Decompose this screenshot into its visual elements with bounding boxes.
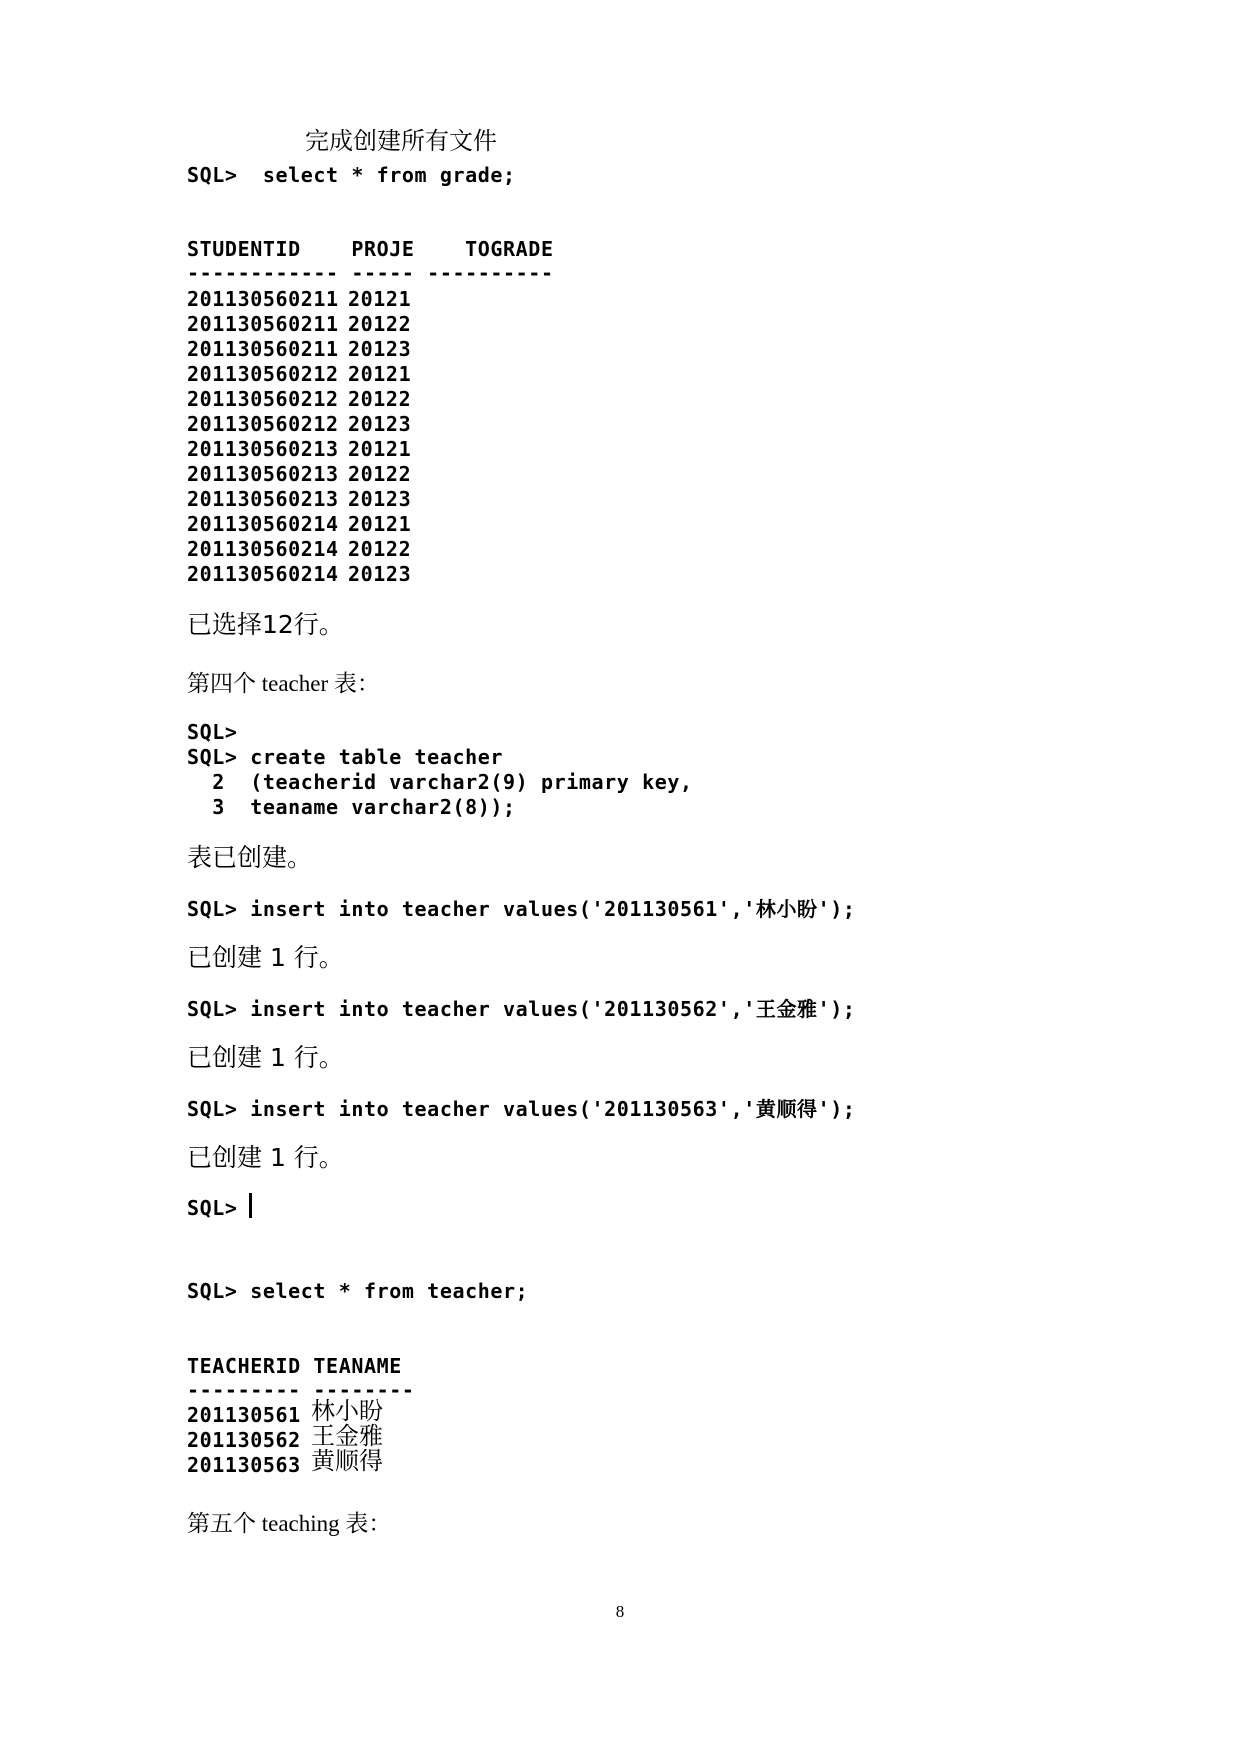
proje-cell: 20121 [348,287,412,311]
select-grade-command: SQL> select * from grade; [187,163,516,187]
studentid-cell: 201130560212 [187,412,339,436]
proje-cell: 20123 [348,412,412,436]
proje-cell: 20121 [348,512,412,536]
section-heading-teaching: 第五个 teaching 表： [187,1511,392,1536]
table-created-message: 表已创建。 [187,843,313,872]
grade-table-header: STUDENTID PROJE TOGRADE [187,237,554,261]
studentid-cell: 201130560214 [187,562,339,586]
create-table-command: SQL> create table teacher [187,745,504,769]
proje-cell: 20122 [348,312,412,336]
insert-result-1: 已创建 1 行。 [187,943,344,972]
insert-command-3: SQL> insert into teacher values('201130563','黄顺得'); [187,1097,856,1121]
insert-result-3: 已创建 1 行。 [187,1143,344,1172]
studentid-cell: 201130560213 [187,487,339,511]
teacher-table-header: TEACHERID TEANAME [187,1354,402,1378]
create-table-line-2: 2 (teacherid varchar2(9) primary key, [187,770,693,794]
studentid-cell: 201130560212 [187,387,339,411]
proje-cell: 20123 [348,562,412,586]
create-table-line-3: 3 teaname varchar2(8)); [187,795,516,819]
sql-prompt: SQL> [187,1196,238,1220]
section-heading-teacher: 第四个 teacher 表： [187,671,380,696]
teacher-table-separator: --------- -------- [187,1378,415,1402]
teaname-cell: 王金雅 [311,1422,383,1450]
studentid-cell: 201130560214 [187,512,339,536]
sql-prompt-empty: SQL> [187,720,238,744]
teaname-cell: 黄顺得 [311,1447,383,1475]
proje-cell: 20121 [348,362,412,386]
page-number: 8 [615,1602,625,1621]
teacherid-cell: 201130562 [187,1428,301,1452]
teacherid-cell: 201130563 [187,1453,301,1477]
studentid-cell: 201130560214 [187,537,339,561]
studentid-cell: 201130560213 [187,437,339,461]
studentid-cell: 201130560211 [187,287,339,311]
grade-table-separator: ------------ ----- ---------- [187,261,554,285]
proje-cell: 20122 [348,387,412,411]
insert-result-2: 已创建 1 行。 [187,1043,344,1072]
proje-cell: 20122 [348,462,412,486]
studentid-cell: 201130560213 [187,462,339,486]
cutoff-text: 完成创建所有文件 [305,127,497,155]
teaname-cell: 林小盼 [311,1397,383,1425]
proje-cell: 20122 [348,537,412,561]
proje-cell: 20123 [348,487,412,511]
teacherid-cell: 201130561 [187,1403,301,1427]
proje-cell: 20123 [348,337,412,361]
studentid-cell: 201130560211 [187,312,339,336]
insert-command-2: SQL> insert into teacher values('201130562','王金雅'); [187,997,856,1021]
select-teacher-command: SQL> select * from teacher; [187,1279,529,1303]
rows-selected-message: 已选择12行。 [187,610,344,639]
proje-cell: 20121 [348,437,412,461]
text-cursor [249,1193,252,1218]
insert-command-1: SQL> insert into teacher values('201130561','林小盼'); [187,897,856,921]
studentid-cell: 201130560212 [187,362,339,386]
studentid-cell: 201130560211 [187,337,339,361]
